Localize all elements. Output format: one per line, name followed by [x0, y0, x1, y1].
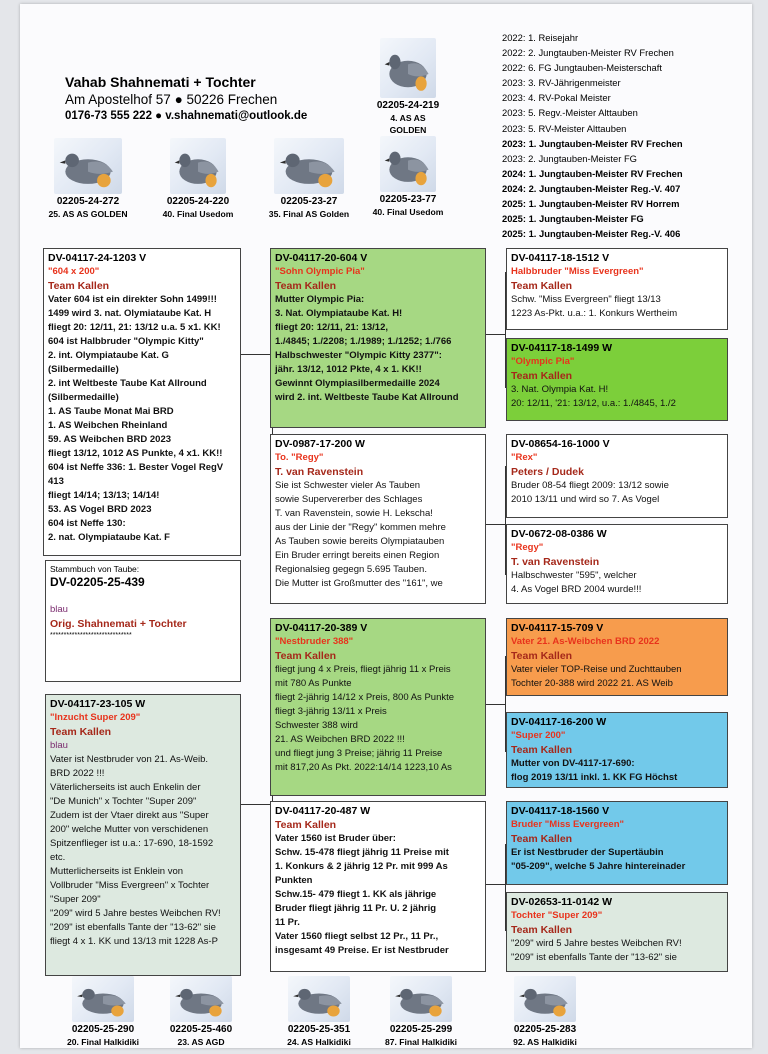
connector-line: [486, 334, 506, 335]
dam-color: blau: [50, 740, 68, 751]
description-line: Bruder 08-54 fliegt 2009: 13/12 sowie: [511, 480, 669, 491]
ddd-breeder: Team Kallen: [511, 924, 573, 936]
sd-ring: DV-0987-17-200 W: [275, 438, 365, 450]
description-line: Vater vieler TOP-Reise und Zuchttauben: [511, 664, 682, 675]
achievements-list: [502, 30, 752, 241]
dd-description: [275, 832, 481, 958]
description-line: As Tauben sowie bereits Olympiatauben: [275, 536, 445, 547]
ss-nickname: "Sohn Olympic Pia": [275, 266, 365, 277]
achievement-item: 2024: 2. Jungtauben-Meister Reg.-V. 407: [502, 182, 681, 194]
subject-stars: ******************************: [50, 632, 132, 639]
description-line: 1. AS Taube Monat Mai BRD: [48, 406, 174, 417]
pedigree-dds-box: [506, 801, 728, 885]
dds-description: [511, 846, 723, 874]
dss-breeder: Team Kallen: [511, 650, 573, 662]
description-line: T. van Ravenstein, sowie H. Lekscha!: [275, 508, 433, 519]
dd-breeder: Team Kallen: [275, 819, 337, 831]
dss-ring: DV-04117-15-709 V: [511, 622, 604, 634]
description-line: Vater 604 ist ein direkter Sohn 1499!!!: [48, 294, 217, 305]
sds-breeder: Peters / Dudek: [511, 466, 584, 478]
pigeon-icon: [380, 136, 436, 192]
dds-nickname: Bruder "Miss Evergreen": [511, 819, 625, 830]
description-line: 2. nat. Olympiataube Kat. F: [48, 532, 170, 543]
achievement-item: 2025: 1. Jungtauben-Meister RV Horrem: [502, 198, 680, 210]
pigeon-thumbnail: [264, 138, 354, 220]
thumbnail-ring: 02205-25-351: [287, 1024, 351, 1035]
description-line: "209" ist ebenfalls Tante der "13-62" sie: [50, 922, 216, 933]
pigeon-icon: [274, 138, 344, 194]
thumbnail-ring: 02205-25-299: [389, 1024, 453, 1035]
pigeon-icon: [288, 976, 350, 1022]
description-line: Die Mutter ist Großmutter des "161", we: [275, 578, 443, 589]
pigeon-photo: [170, 138, 226, 194]
description-line: 1499 wird 3. nat. Olymiataube Kat. H: [48, 308, 212, 319]
pedigree-ds-box: [270, 618, 486, 796]
description-line: "209" ist ebenfalls Tante der "13-62" sie: [511, 952, 677, 963]
thumbnail-caption: 92. AS Halkidiki: [513, 1037, 577, 1047]
dsd-description: [511, 757, 723, 785]
sdd-ring: DV-0672-08-0386 W: [511, 528, 607, 540]
description-line: "209" wird 5 Jahre bestes Weibchen RV!: [511, 938, 682, 949]
description-line: fliegt 2-jährig 14/12 x Preis, 800 As Punkte: [275, 692, 455, 703]
thumbnail-caption: 25. AS AS GOLDEN: [48, 209, 128, 219]
sss-ring: DV-04117-18-1512 V: [511, 252, 610, 264]
dds-ring: DV-04117-18-1560 V: [511, 805, 610, 817]
connector-line: [486, 884, 506, 885]
owner-address: Am Apostelhof 57 ● 50226 Frechen: [65, 92, 278, 107]
thumbnail-caption: 87. Final Halkidiki: [384, 1037, 458, 1047]
sire-nickname: "604 x 200": [48, 266, 100, 277]
pedigree-sdd-box: [506, 524, 728, 604]
pedigree-ssd-box: [506, 338, 728, 421]
description-line: 1. Konkurs & 2 jährig 12 Pr. mit 999 As: [275, 861, 448, 872]
achievement-item: 2023: 5. Regv.-Meister Alttauben: [502, 107, 638, 119]
dd-ring: DV-04117-20-487 W: [275, 805, 371, 817]
pigeon-thumbnail: [48, 138, 128, 220]
owner-contact: 0176-73 555 222 ● v.shahnemati@outlook.de: [65, 110, 308, 122]
sds-ring: DV-08654-16-1000 V: [511, 438, 610, 450]
thumbnail-ring: 02205-25-283: [513, 1024, 577, 1035]
pedigree-dss-box: [506, 618, 728, 696]
description-line: "209" wird 5 Jahre bestes Weibchen RV!: [50, 908, 221, 919]
thumbnail-caption: 35. Final AS Golden: [268, 209, 350, 219]
pigeon-thumbnail: [158, 138, 238, 220]
pigeon-thumbnail: [502, 976, 588, 1048]
sdd-nickname: "Regy": [511, 542, 544, 553]
pigeon-icon: [72, 976, 134, 1022]
ss-breeder: Team Kallen: [275, 280, 337, 292]
subject-color: blau: [50, 604, 68, 615]
description-line: 2. int. Olympiataube Kat. G: [48, 350, 169, 361]
description-line: etc.: [50, 852, 66, 863]
pigeon-photo: [72, 976, 134, 1022]
connector-line: [486, 524, 506, 525]
description-line: flog 2019 13/11 inkl. 1. KK FG Höchst: [511, 772, 678, 783]
pedigree-ddd-box: [506, 892, 728, 972]
sss-description: [511, 293, 723, 321]
thumbnail-ring: 02205-23-77: [379, 194, 437, 205]
description-line: und fliegt jung 3 Preise; jährig 11 Preise: [275, 748, 443, 759]
pedigree-sire-box: [43, 248, 241, 556]
description-line: insgesamt 49 Preise. Er ist Nestbruder: [275, 945, 449, 956]
description-line: aus der Linie der "Regy" kommen mehre: [275, 522, 446, 533]
ss-description: [275, 293, 481, 405]
achievement-item: 2023: 2. Jungtauben-Meister FG: [502, 152, 637, 164]
sds-nickname: "Rex": [511, 452, 538, 463]
description-line: fliegt 4 x 1. KK und 13/13 mit 1228 As-P: [50, 936, 218, 947]
pigeon-thumbnail: [276, 976, 362, 1048]
pigeon-photo: [288, 976, 350, 1022]
pigeon-photo: [274, 138, 344, 194]
thumbnail-caption: 23. AS AGD: [177, 1037, 225, 1047]
dds-breeder: Team Kallen: [511, 833, 573, 845]
thumbnail-caption: 20. Final Halkidiki: [66, 1037, 140, 1047]
description-line: 21. AS Weibchen BRD 2022 !!!: [275, 734, 405, 745]
pedigree-dsd-box: [506, 712, 728, 788]
pigeon-icon: [170, 976, 232, 1022]
pedigree-sds-box: [506, 434, 728, 518]
ddd-ring: DV-02653-11-0142 W: [511, 896, 612, 908]
description-line: Regionalsieg gegegn 5.695 Tauben.: [275, 564, 427, 575]
description-line: BRD 2022 !!!: [50, 768, 105, 779]
description-line: Schwester 388 wird: [275, 720, 358, 731]
description-line: Gewinnt Olympiasilbermedaille 2024: [275, 378, 440, 389]
achievement-item: 2022: 1. Reisejahr: [502, 32, 579, 43]
description-line: 59. AS Weibchen BRD 2023: [48, 434, 172, 445]
description-line: Halbschwester "595", welcher: [511, 570, 637, 581]
description-line: fliegt 14/14; 13/13; 14/14!: [48, 490, 160, 501]
description-line: fliegt 13/12, 1012 AS Punkte, 4 x1. KK!!: [48, 448, 223, 459]
achievement-item: 2023: 3. RV-Jährigenmeister: [502, 77, 621, 89]
description-line: 2. int Weltbeste Taube Kat Allround: [48, 378, 207, 389]
description-line: "05-209", welche 5 Jahre hintereinader: [511, 861, 686, 872]
description-line: "De Munich" x Tochter "Super 209": [50, 796, 197, 807]
description-line: Schw. 15-478 fliegt jährig 11 Preise mit: [275, 847, 449, 858]
sss-breeder: Team Kallen: [511, 280, 573, 292]
subject-box: [45, 560, 241, 682]
pedigree-sheet: [20, 4, 752, 1048]
description-line: fliegt 20: 12/11, 21: 13/12,: [275, 322, 389, 333]
description-line: Vollbruder "Miss Evergreen" x Tochter: [50, 880, 210, 891]
dam-ring: DV-04117-23-105 W: [50, 698, 146, 710]
pigeon-photo: [514, 976, 576, 1022]
description-line: 3. Nat. Olympia Kat. H!: [511, 384, 609, 395]
description-line: 1223 As-Pkt. u.a.: 1. Konkurs Wertheim: [511, 308, 678, 319]
description-line: Punkten: [275, 875, 313, 886]
description-line: Schw. "Miss Evergreen" fliegt 13/13: [511, 294, 661, 305]
description-line: 1. AS Weibchen Rheinland: [48, 420, 168, 431]
thumbnail-caption: 24. AS Halkidiki: [287, 1037, 351, 1047]
ds-breeder: Team Kallen: [275, 650, 337, 662]
dsd-ring: DV-04117-16-200 W: [511, 716, 607, 728]
description-line: Mutter von DV-4117-17-690:: [511, 758, 635, 769]
description-line: mit 817,20 As Pkt. 2022:14/14 1223,10 As: [275, 762, 452, 773]
achievement-item: 2025: 1. Jungtauben-Meister Reg.-V. 406: [502, 228, 681, 240]
description-line: 604 ist Neffe 130:: [48, 518, 126, 529]
sd-description: [275, 479, 481, 591]
description-line: fliegt 20: 12/11, 21: 13/12 u.a. 5 x1. KK!: [48, 322, 221, 333]
description-line: Spitzenflieger ist u.a.: 17-690, 18-1592: [50, 838, 214, 849]
description-line: sowie Supervererber des Schlages: [275, 494, 423, 505]
thumbnail-ring: 02205-25-290: [71, 1024, 135, 1035]
description-line: 2010 13/11 und wird so 7. As Vogel: [511, 494, 660, 505]
sdd-description: [511, 569, 723, 597]
ddd-description: [511, 937, 723, 965]
description-line: fliegt jung 4 x Preis, fliegt jährig 11 x Preis: [275, 664, 451, 675]
sds-description: [511, 479, 723, 507]
ssd-ring: DV-04117-18-1499 W: [511, 342, 612, 354]
thumbnail-ring: 02205-23-27: [280, 196, 338, 207]
subject-ring: DV-02205-25-439: [50, 575, 145, 589]
dam-description: [50, 753, 236, 949]
achievement-item: 2023: 1. Jungtauben-Meister RV Frechen: [502, 137, 683, 149]
subject-breeder: Orig. Shahnemati + Tochter: [50, 618, 187, 630]
pigeon-icon: [514, 976, 576, 1022]
pedigree-sd-box: [270, 434, 486, 604]
description-line: Zudem ist der Vtaer direkt aus "Super: [50, 810, 209, 821]
pedigree-dd-box: [270, 801, 486, 972]
ssd-description: [511, 383, 723, 411]
achievement-item: 2023: 5. RV-Meister Alttauben: [502, 122, 627, 134]
ssd-nickname: "Olympic Pia": [511, 356, 575, 367]
owner-header: [65, 74, 307, 125]
description-line: 20: 12/11, '21: 13/12, u.a.: 1./4845, 1./2: [511, 398, 676, 409]
thumbnail-caption: 40. Final Usedom: [372, 207, 444, 217]
description-line: Tochter 20-388 wird 2022 21. AS Weib: [511, 678, 673, 689]
achievement-item: 2024: 1. Jungtauben-Meister RV Frechen: [502, 167, 683, 179]
description-line: 53. AS Vogel BRD 2023: [48, 504, 152, 515]
description-line: fliegt 3-jährig 13/11 x Preis: [275, 706, 387, 717]
description-line: 3. Nat. Olympiataube Kat. H!: [275, 308, 403, 319]
thumbnail-caption: 40. Final Usedom: [162, 209, 234, 219]
description-line: 200" welche Mutter von verschidenen: [50, 824, 209, 835]
subject-label: Stammbuch von Taube:: [50, 564, 140, 574]
pigeon-icon: [390, 976, 452, 1022]
achievement-item: 2025: 1. Jungtauben-Meister FG: [502, 213, 644, 225]
description-line: Mutterlicherseits ist Enklein von: [50, 866, 184, 877]
description-line: jähr. 13/12, 1012 Pkte, 4 x 1. KK!!: [275, 364, 422, 375]
description-line: Ein Bruder erringt bereits einen Region: [275, 550, 440, 561]
achievement-item: 2023: 4. RV-Pokal Meister: [502, 92, 611, 104]
sire-ring: DV-04117-24-1203 V: [48, 252, 147, 264]
ds-description: [275, 663, 481, 775]
thumbnail-ring: 02205-24-220: [166, 196, 230, 207]
connector-line: [486, 704, 506, 705]
description-line: Er ist Nestbruder der Supertäubin: [511, 847, 664, 858]
pigeon-thumbnail: [62, 976, 144, 1048]
description-line: Halbschwester "Olympic Kitty 2377":: [275, 350, 442, 361]
sd-nickname: To. "Regy": [275, 452, 324, 463]
sire-description: [48, 293, 236, 545]
pigeon-thumbnail: [378, 976, 464, 1048]
pigeon-icon: [54, 138, 122, 194]
pigeon-thumbnail: [160, 976, 242, 1048]
achievement-item: 2022: 2. Jungtauben-Meister RV Frechen: [502, 47, 674, 59]
owner-name: Vahab Shahnemati + Tochter: [65, 74, 256, 90]
connector-line: [241, 354, 273, 355]
description-line: Vater 1560 fliegt selbst 12 Pr., 11 Pr.,: [275, 931, 439, 942]
dss-description: [511, 663, 723, 691]
pigeon-photo: [380, 38, 436, 98]
pigeon-icon: [380, 38, 436, 98]
thumbnail-ring: 02205-24-219: [376, 100, 440, 111]
description-line: (Silbermedaille): [48, 392, 119, 403]
connector-line: [241, 804, 273, 805]
description-line: 604 ist Neffe 336: 1. Bester Vogel RegV 413: [48, 462, 224, 487]
pedigree-sss-box: [506, 248, 728, 330]
dam-nickname: "Inzucht Super 209": [50, 712, 141, 723]
description-line: 604 ist Halbbruder "Olympic Kitty": [48, 336, 204, 347]
pigeon-thumbnail: [372, 38, 444, 136]
description-line: Mutter Olympic Pia:: [275, 294, 365, 305]
description-line: mit 780 As Punkte: [275, 678, 352, 689]
sd-breeder: T. van Ravenstein: [275, 466, 364, 478]
description-line: Väterlicherseits ist auch Enkelin der: [50, 782, 201, 793]
dsd-nickname: "Super 200": [511, 730, 566, 741]
dam-breeder: Team Kallen: [50, 726, 112, 738]
description-line: Schw.15- 479 fliegt 1. KK als jährige: [275, 889, 437, 900]
description-line: (Silbermedaille): [48, 364, 119, 375]
ss-ring: DV-04117-20-604 V: [275, 252, 368, 264]
pigeon-icon: [170, 138, 226, 194]
pigeon-thumbnail: [372, 136, 444, 218]
pedigree-ss-box: [270, 248, 486, 428]
dsd-breeder: Team Kallen: [511, 744, 573, 756]
pigeon-photo: [54, 138, 122, 194]
description-line: Vater 1560 ist Bruder über:: [275, 833, 396, 844]
thumbnail-caption: 4. AS AS GOLDEN: [389, 113, 427, 135]
ddd-nickname: Tochter "Super 209": [511, 910, 603, 921]
pedigree-dam-box: [45, 694, 241, 976]
description-line: 11 Pr.: [275, 917, 300, 928]
description-line: Vater ist Nestbruder von 21. As-Weib.: [50, 754, 209, 765]
description-line: Sie ist Schwester vieler As Tauben: [275, 480, 421, 491]
description-line: wird 2. int. Weltbeste Taube Kat Allround: [275, 392, 459, 403]
sdd-breeder: T. van Ravenstein: [511, 556, 600, 568]
description-line: 1./4845; 1./2208; 1./1989; 1./1252; 1./766: [275, 336, 452, 347]
ds-ring: DV-04117-20-389 V: [275, 622, 368, 634]
pigeon-photo: [390, 976, 452, 1022]
description-line: "Super 209": [50, 894, 101, 905]
thumbnail-ring: 02205-25-460: [169, 1024, 233, 1035]
thumbnail-ring: 02205-24-272: [56, 196, 120, 207]
description-line: 4. As Vogel BRD 2004 wurde!!!: [511, 584, 642, 595]
dss-nickname: Vater 21. As-Weibchen BRD 2022: [511, 636, 660, 647]
achievement-item: 2022: 6. FG Jungtauben-Meisterschaft: [502, 62, 662, 74]
pigeon-photo: [380, 136, 436, 192]
ds-nickname: "Nestbruder 388": [275, 636, 354, 647]
sire-breeder: Team Kallen: [48, 280, 110, 292]
ssd-breeder: Team Kallen: [511, 370, 573, 382]
description-line: Bruder fliegt jährig 11 Pr. U. 2 jährig: [275, 903, 437, 914]
pigeon-photo: [170, 976, 232, 1022]
sss-nickname: Halbbruder "Miss Evergreen": [511, 266, 644, 277]
